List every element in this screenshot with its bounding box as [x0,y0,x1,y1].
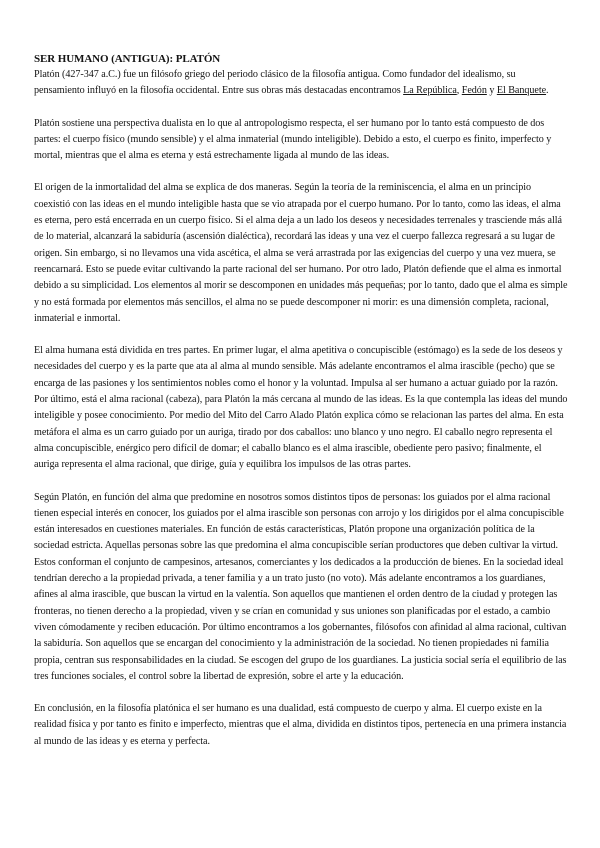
paragraph-immortality: El origen de la inmortalidad del alma se explica de dos maneras. Según la teoría de la reminiscencia, el alma en un principio coexistió con las ideas en el mundo inteligible hasta que se vio atrapada por el cuerpo humano. Por lo tanto, como las ideas, el alma es eterna, pero está encerrada en un cuerpo físico. Si el alma deja a un lado los deseos y necesidades terrenales y trasciende más allá de lo material, alcanzará la sabiduría (ascensión dialéctica), recordará las ideas y una vez el cuerpo fallezca regresará a su lugar de origen. Sin embargo, si no llevamos una vida ascética, el alma se verá arrastrada por las exigencias del cuerpo y una vez muera, se reencarnará. Esto se puede evitar cultivando la parte racional del ser humano. Por otro lado, Platón defiende que el alma es inmortal debido a su simplicidad. Los elementos al morir se descomponen en unidades más pequeñas; por lo tanto, dado que el alma es simple y no está formada por elementos más sencillos, el alma no se puede descomponer ni morir: es una dimensión completa, racional, inmaterial e inmortal. [34,182,568,324]
document-title: SER HUMANO (ANTIGUA): PLATÓN [34,53,221,65]
intro-paragraph [34,67,568,100]
link-el-banquete[interactable]: El Banquete [496,85,547,97]
link-la-republica[interactable]: La República [403,85,457,97]
intro-separator: y [486,85,497,97]
paragraph-conclusion: En conclusión, en la filosofía platónica el ser humano es una dualidad, está compuesto de cuerpo y alma. El cuerpo existe en la realidad física y por tanto es finito e imperfecto, mientras que el alma, dividida en distintos tipos, pertenecía en una primera instancia al mundo de las ideas y es eterna y perfecta. [34,703,567,747]
intro-separator: , [456,85,462,97]
intro-end: . [546,85,549,97]
intro-text: Platón (427-347 a.C.) fue un filósofo griego del periodo clásico de la filosofía antigua. Como fundador del idealismo, su pensamiento influyó en la filosofía occidental. Entre sus obras más destacadas encontramos [34,69,516,97]
paragraph-dualism: Platón sostiene una perspectiva dualista en lo que al antropologismo respecta, el ser humano por lo tanto está compuesto de dos partes: el cuerpo físico (mundo sensible) y el alma inmaterial (mundo inteligible). Debido a esto, el cuerpo es finito, imperfecto y mortal, mientras que el alma es eterna y está estrechamente ligada al mundo de las ideas. [34,117,552,162]
link-fedon[interactable]: Fedón [461,85,487,97]
paragraph-soul-parts: El alma humana está dividida en tres partes. En primer lugar, el alma apetitiva o concupiscible (estómago) es la sede de los deseos y necesidades del cuerpo y es la parte que ata al alma al mundo sensible. Más adelante encontramos el alma irascible (pecho) que se encarga de las pasiones y los sentimientos nobles como el honor y la voluntad. Impulsa al ser humano a actuar guiado por la razón. Por último, está el alma racional (cabeza), para Platón la más cercana al mundo de las ideas. Es la que contempla las ideas del mundo inteligible y posee conocimiento. Por medio del Mito del Carro Alado Platón explica cómo se relacionan las partes del alma. En esta metáfora el alma es un carro guiado por un auriga, tirado por dos caballos: uno blanco y uno negro. El caballo negro representa el alma concupiscible, enérgico pero difícil de domar; el caballo blanco es el alma irascible, obediente pero pasivo; finalmente, el auriga representa el alma racional, que dirige, guía y equilibra los impulsos de las otras partes. [34,345,568,471]
paragraph-society: Según Platón, en función del alma que predomine en nosotros somos distintos tipos de personas: los guiados por el alma racional tienen especial interés en conocer, los guiados por el alma irascible son personas con arrojo y los dirigidos por el alma concupiscible están interesados en cuestiones materiales. En función de estás características, Platón propone una organización política de la sociedad estricta. Aquellas personas sobre las que predomina el alma concupiscible serían productores que deben cultivar la virtud. Estos conforman el conjunto de campesinos, artesanos, comerciantes y los dedicados a la producción de bienes. En la sociedad ideal tendrían derecho a la propiedad privada, a tener familia y a un trato justo (no voto). Más adelante encontramos a los guardianes, afines al alma irascible, que buscan la virtud en la valentía. Son aquellos que mantienen el orden dentro de la ciudad y protegen las fronteras, no tienen derecho a la propiedad, viven y se crían en comunidad y sus uniones son planificadas por el estado, a cambio viven cómodamente y reciben educación. Por último encontramos a los gobernantes, filósofos con afinidad al alma racional, cultivan la sabiduría. Son aquellos que se encargan del conocimiento y la administración de la sociedad. No tienen propiedades ni familia propia, centran sus responsabilidades en la ciudad. Se escogen del grupo de los guardianes. La justicia social sería el equilibrio de las tres funciones sociales, el control sobre la libertad de expresión, sobre el arte y la educación. [34,491,567,682]
